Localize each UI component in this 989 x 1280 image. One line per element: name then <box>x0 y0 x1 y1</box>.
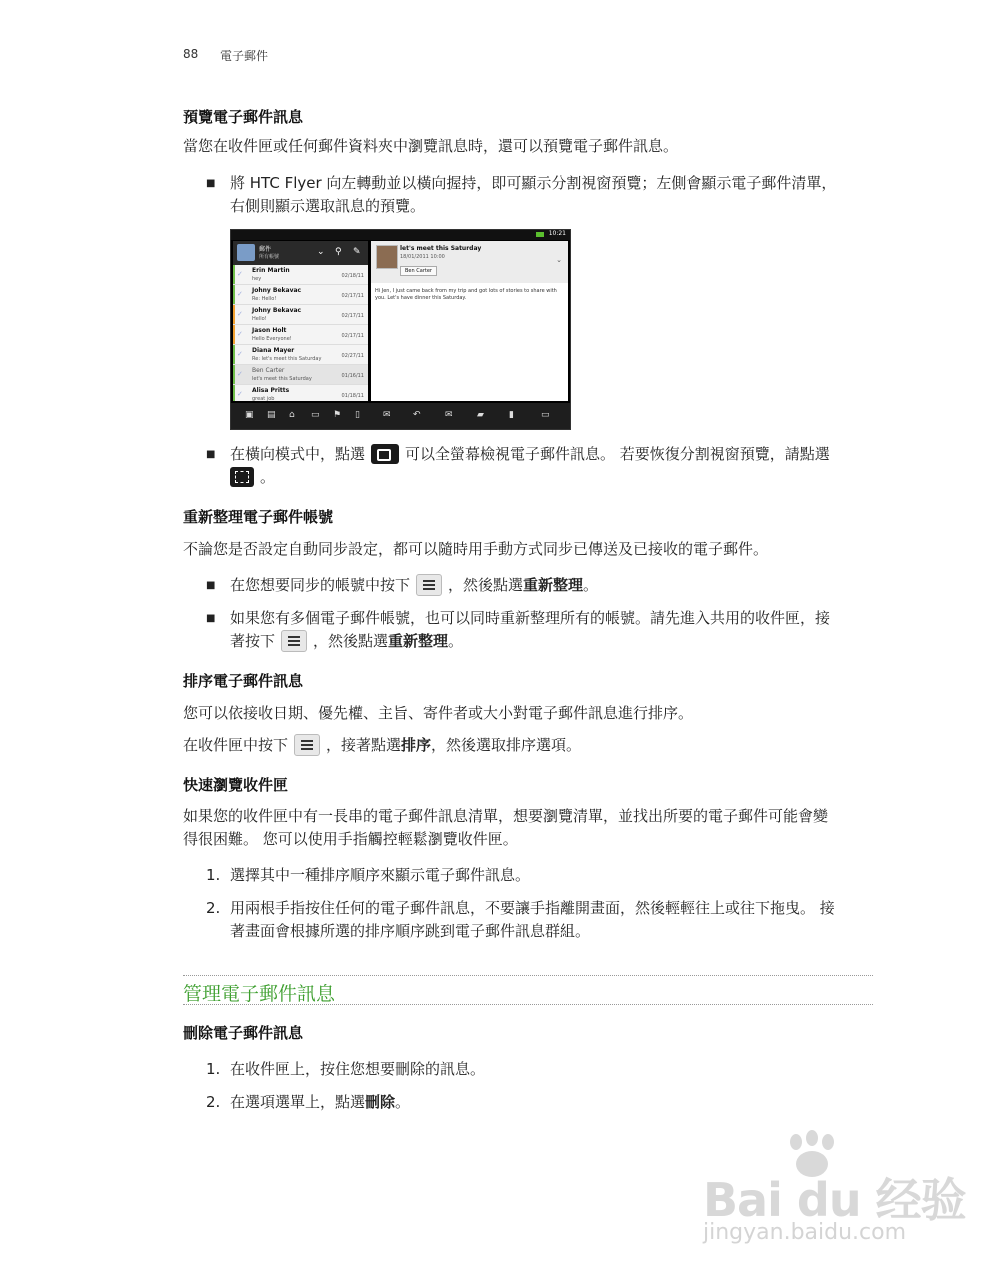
menu-icon <box>294 734 320 756</box>
numbered-step <box>206 864 886 887</box>
email-date: 02/18/11 <box>341 273 364 279</box>
battery-icon <box>536 232 544 237</box>
menu-icon <box>281 630 307 652</box>
threads-tab-icon: ▤ <box>267 410 276 420</box>
email-subject: Hello Everyone! <box>252 336 292 342</box>
running-header: 電子郵件 <box>220 49 269 63</box>
numbered-step <box>206 1058 886 1081</box>
sender-name: Diana Mayer <box>252 347 295 354</box>
sort-intro: 您可以依接收日期、優先權、主旨、寄件者或大小對電子郵件訊息進行排序。 <box>183 704 694 722</box>
watermark-logo-text: Bai du 经验 <box>703 1173 966 1227</box>
attachment-tab-icon: ▯ <box>355 410 360 420</box>
email-list-item <box>233 345 368 365</box>
bullet-item <box>206 443 886 489</box>
text-span: 在收件匣中按下 <box>183 736 289 754</box>
check-icon: ✓ <box>237 370 243 378</box>
check-icon: ✓ <box>237 330 243 338</box>
email-date: 02/17/11 <box>341 293 364 299</box>
check-icon: ✓ <box>237 310 243 318</box>
avatar <box>376 245 398 269</box>
account-name: 所有帳號 <box>259 254 280 260</box>
account-color-stripe <box>233 365 235 384</box>
text-span: 得很困難。 您可以使用手指觸控輕鬆瀏覽收件匣。 <box>183 830 518 848</box>
sort-instruction <box>183 733 883 757</box>
bullet-text: 將 HTC Flyer 向左轉動並以橫向握持，即可顯示分割視窗預覽；左側會顯示電子郵件清單， <box>230 174 837 192</box>
home-tab-icon: ⌂ <box>289 410 295 420</box>
account-color-stripe <box>233 385 235 401</box>
numbered-step <box>206 1091 886 1114</box>
text-span: ，然後選取排序選項。 <box>431 736 582 754</box>
check-icon: ✓ <box>237 350 243 358</box>
bullet-marker: ■ <box>206 178 216 189</box>
menu-icon <box>416 574 442 596</box>
bullet-text: ，然後點選 <box>448 576 524 594</box>
expand-icon: ⌄ <box>556 256 562 264</box>
bullet-text: 。 <box>583 576 599 594</box>
heading-preview-email: 預覽電子郵件訊息 <box>183 108 304 126</box>
account-color-stripe <box>233 305 235 324</box>
email-list-pane <box>233 241 368 401</box>
mail-app-icon <box>237 244 255 261</box>
sender-name: Johny Bekavac <box>252 287 302 294</box>
step-text: 用兩根手指按住任何的電子郵件訊息，不要讓手指離開畫面，然後輕輕往上或往下拖曳。 接 <box>230 899 835 917</box>
reply-icon: ↶ <box>413 410 421 420</box>
step-text: 選擇其中一種排序順序來顯示電子郵件訊息。 <box>230 866 531 884</box>
heading-sort-email: 排序電子郵件訊息 <box>183 672 304 690</box>
bullet-item <box>206 607 886 653</box>
bullet-item <box>206 574 886 597</box>
email-list-item <box>233 365 368 385</box>
email-subject: Re: Hello! <box>252 296 277 302</box>
step-emphasis: 刪除 <box>365 1093 396 1111</box>
email-subject: Re: let's meet this Saturday <box>252 356 322 362</box>
step-text: 著畫面會根據所選的排序順序跳到電子郵件訊息群組。 <box>230 922 591 940</box>
fullscreen-icon <box>371 444 399 464</box>
move-folder-icon: ▰ <box>477 410 484 420</box>
check-icon: ✓ <box>237 270 243 278</box>
bullet-text: 在您想要同步的帳號中按下 <box>230 576 411 594</box>
sender-name: Alisa Pritts <box>252 387 290 394</box>
check-icon: ✓ <box>237 290 243 298</box>
bullet-marker: ■ <box>206 613 216 624</box>
email-date: 02/17/11 <box>341 333 364 339</box>
step-number: 1. <box>206 866 221 884</box>
bullet-emphasis: 重新整理 <box>388 632 449 650</box>
status-time: 10:21 <box>548 230 566 237</box>
delete-icon: ▮ <box>509 410 514 420</box>
sender-name: Johny Bekavac <box>252 307 302 314</box>
preview-header <box>371 241 568 283</box>
sender-name: Erin Martin <box>252 267 290 274</box>
email-list-item <box>233 285 368 305</box>
fullscreen-icon: ▭ <box>541 410 550 420</box>
email-subject: let's meet this Saturday <box>252 376 312 382</box>
bullet-emphasis: 重新整理 <box>523 576 584 594</box>
search-icon: ⚲ <box>335 247 342 257</box>
step-number: 2. <box>206 899 221 917</box>
bullet-text: 。 <box>448 632 464 650</box>
preview-body: Hi Jen, I just came back from my trip and got lots of stories to share with you. Let's have dinner this Saturday. <box>375 288 557 301</box>
account-color-stripe <box>233 265 235 284</box>
text-span: 如果您的收件匣中有一長串的電子郵件訊息清單，想要瀏覽清單，並找出所要的電子郵件可能會變 <box>183 807 829 825</box>
text-span: ，接著點選 <box>326 736 402 754</box>
email-list-item <box>233 265 368 285</box>
preview-intro: 當您在收件匣或任何郵件資料夾中瀏覽訊息時，還可以預覽電子郵件訊息。 <box>183 137 679 155</box>
inbox-tab-icon: ▣ <box>245 410 254 420</box>
email-date: 01/18/11 <box>341 393 364 399</box>
step-text: 。 <box>395 1093 411 1111</box>
step-text: 在選項選單上，點選 <box>230 1093 366 1111</box>
heading-delete-email: 刪除電子郵件訊息 <box>183 1024 304 1042</box>
email-date: 02/17/11 <box>341 313 364 319</box>
split-view-screenshot <box>230 229 571 430</box>
bullet-text: 右側則顯示選取訊息的預覽。 <box>230 197 426 215</box>
bullet-marker: ■ <box>206 580 216 591</box>
account-color-stripe <box>233 285 235 304</box>
email-preview-pane <box>371 241 568 401</box>
bullet-item <box>206 172 886 218</box>
bullet-text: 在橫向模式中，點選 <box>230 445 366 463</box>
email-list-item <box>233 385 368 401</box>
email-date: 01/16/11 <box>341 373 364 379</box>
email-list-item <box>233 325 368 345</box>
heading-quick-browse: 快速瀏覽收件匣 <box>183 776 289 794</box>
split-view-icon <box>230 467 254 487</box>
step-number: 2. <box>206 1093 221 1111</box>
folder-tab-icon: ▭ <box>311 410 320 420</box>
account-color-stripe <box>233 345 235 364</box>
mark-read-icon: ✉ <box>383 410 391 420</box>
check-icon: ✓ <box>237 390 243 398</box>
bullet-text: 可以全螢幕檢視電子郵件訊息。 若要恢復分割視窗預覽，請點選 <box>405 445 830 463</box>
compose-icon: ✎ <box>353 247 361 257</box>
email-list-item <box>233 305 368 325</box>
bullet-text: ，然後點選 <box>313 632 389 650</box>
preview-subject: let's meet this Saturday <box>400 245 482 252</box>
email-subject: Hello! <box>252 316 267 322</box>
preview-date: 18/01/2011 10:00 <box>400 254 445 260</box>
refresh-intro: 不論您是否設定自動同步設定，都可以隨時用手動方式同步已傳送及已接收的電子郵件。 <box>183 540 769 558</box>
sender-name: Jason Holt <box>252 327 287 334</box>
forward-icon: ✉ <box>445 410 453 420</box>
step-number: 1. <box>206 1060 221 1078</box>
quick-browse-intro <box>183 805 883 851</box>
text-emphasis: 排序 <box>401 736 432 754</box>
flag-tab-icon: ⚑ <box>333 410 342 420</box>
chevron-down-icon: ⌄ <box>317 247 325 257</box>
bottom-toolbar <box>231 403 570 429</box>
page-number: 88 <box>183 47 199 61</box>
bullet-text: 。 <box>260 468 276 486</box>
account-color-stripe <box>233 325 235 344</box>
email-subject: great job <box>252 396 275 402</box>
bullet-marker: ■ <box>206 449 216 460</box>
section-title: 管理電子郵件訊息 <box>183 983 336 1005</box>
email-subject: hey <box>252 276 262 282</box>
heading-refresh-account: 重新整理電子郵件帳號 <box>183 508 334 526</box>
status-bar <box>231 230 570 240</box>
folder-name: 郵件 <box>259 246 272 253</box>
step-text: 在收件匣上，按住您想要刪除的訊息。 <box>230 1060 486 1078</box>
sender-name: Ben Carter <box>252 367 285 374</box>
bullet-text: 如果您有多個電子郵件帳號，也可以同時重新整理所有的帳號。請先進入共用的收件匣，接 <box>230 609 831 627</box>
watermark-url: jingyan.baidu.com <box>703 1220 907 1245</box>
sender-chip: Ben Carter <box>400 266 437 276</box>
numbered-step <box>206 897 886 943</box>
bullet-text: 著按下 <box>230 632 276 650</box>
email-date: 02/27/11 <box>341 353 364 359</box>
mail-list-header <box>233 241 368 265</box>
